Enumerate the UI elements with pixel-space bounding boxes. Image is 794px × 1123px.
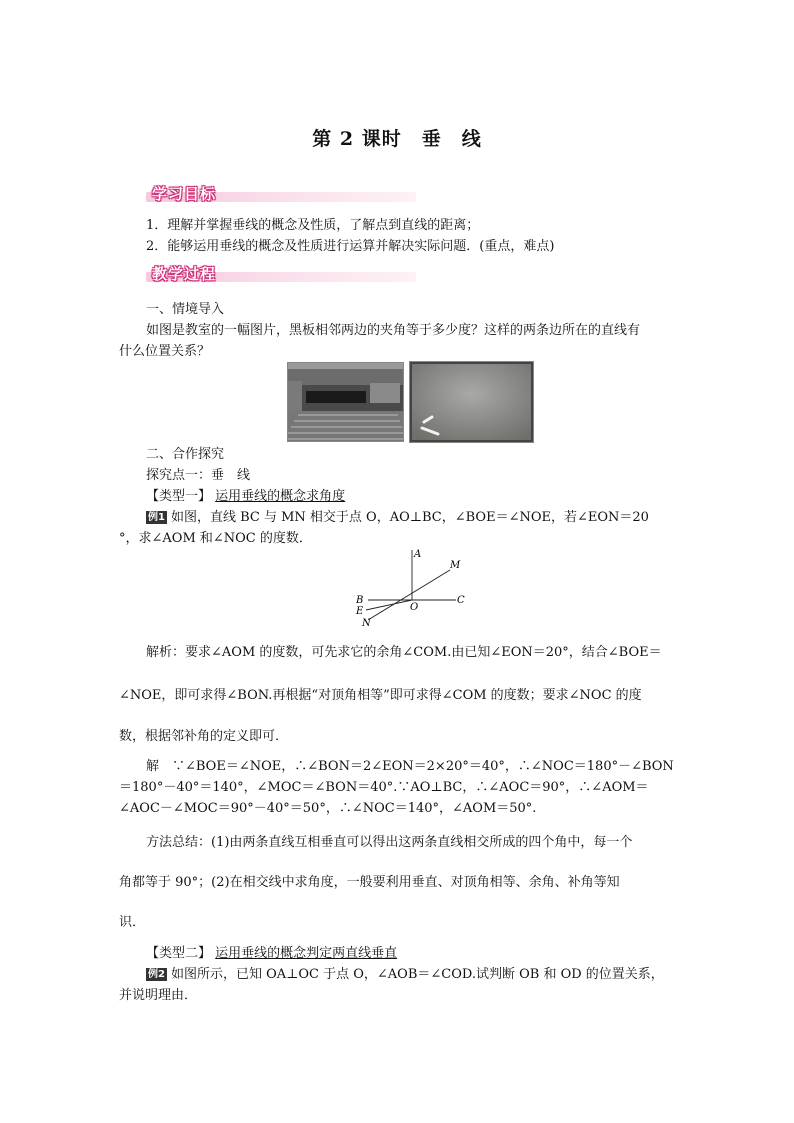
- analysis-line1: 解析：要求∠AOM 的度数，可先求它的余角∠COM.由已知∠EON＝20°，结合∠BOE＝: [146, 645, 662, 660]
- solution-line2: ＝180°－40°＝140°，∠MOC＝∠BON＝40°.∵AO⊥BC，∴∠AOC＝90°，∴∠AOM＝: [119, 780, 649, 795]
- example2-text: 如图所示，已知 OA⊥OC 于点 O，∠AOB＝∠COD.试判断 OB 和 OD 的位置关系，: [170, 967, 664, 982]
- label-M: M: [450, 560, 461, 571]
- method-line2: 角都等于 90°；(2)在相交线中求角度，一般要利用垂直、对顶角相等、余角、补角等知: [119, 875, 620, 890]
- classroom-photo: [287, 362, 404, 442]
- type2-heading: [146, 944, 397, 963]
- section-banner-goals: [146, 186, 416, 206]
- part1-heading: 一、情境导入: [146, 302, 225, 317]
- part1-text-line1: 如图是教室的一幅图片，黑板相邻两边的夹角等于多少度？这样的两条边所在的直线有: [146, 323, 641, 338]
- method-line3: 识．: [119, 915, 146, 930]
- label-N: N: [362, 618, 371, 629]
- example1-line1: [146, 508, 649, 527]
- label-O: O: [410, 602, 419, 613]
- type1-title: 运用垂线的概念求角度: [215, 489, 346, 504]
- banner-label: 学习目标: [152, 185, 217, 203]
- analysis-line2: ∠NOE，即可求得∠BON.再根据“对顶角相等”即可求得∠COM 的度数；要求∠NOC 的度: [119, 688, 642, 703]
- goal-item-2: 2．能够运用垂线的概念及性质进行运算并解决实际问题．(重点，难点): [146, 239, 555, 254]
- solution-line1: 解 ∵∠BOE＝∠NOE，∴∠BON＝2∠EON＝2×20°＝40°，∴∠NOC＝180°－∠BON: [146, 759, 674, 774]
- example-badge: 例2: [148, 969, 165, 980]
- example1-line2: °，求∠AOM 和∠NOC 的度数．: [119, 531, 312, 546]
- type2-bracket: 【类型二】: [146, 946, 212, 961]
- angle-diagram: [348, 548, 478, 632]
- label-E: E: [356, 606, 364, 617]
- banner-label: 教学过程: [152, 265, 217, 283]
- part1-text-line2: 什么位置关系？: [119, 344, 211, 359]
- method-line1: 方法总结：(1)由两条直线互相垂直可以得出这两条直线相交所成的四个角中，每一个: [146, 835, 633, 850]
- label-C: C: [457, 595, 465, 606]
- point1-heading: 探究点一：垂 线: [146, 468, 251, 483]
- type1-heading: [146, 487, 345, 506]
- section-banner-process: [146, 266, 416, 286]
- blackboard-photo: [409, 361, 534, 443]
- label-B: B: [356, 595, 364, 606]
- type2-title: 运用垂线的概念判定两直线垂直: [215, 946, 398, 961]
- label-A: A: [414, 549, 422, 560]
- example1-text: 如图，直线 BC 与 MN 相交于点 O，AO⊥BC，∠BOE＝∠NOE，若∠EON＝20: [170, 510, 649, 525]
- example-badge: 例1: [148, 512, 165, 523]
- page-title: 第 2 课时 垂 线: [312, 128, 482, 150]
- analysis-line3: 数，根据邻补角的定义即可．: [119, 729, 289, 744]
- part2-heading: 二、合作探究: [146, 447, 225, 462]
- solution-line3: ∠AOC－∠MOC＝90°－40°＝50°，∴∠NOC＝140°，∠AOM＝50°.: [119, 801, 537, 816]
- type1-bracket: 【类型一】: [146, 489, 212, 504]
- example2-line2: 并说明理由．: [119, 988, 198, 1003]
- example2-line1: [146, 965, 664, 984]
- goal-item-1: 1．理解并掌握垂线的概念及性质，了解点到直线的距离；: [146, 218, 480, 233]
